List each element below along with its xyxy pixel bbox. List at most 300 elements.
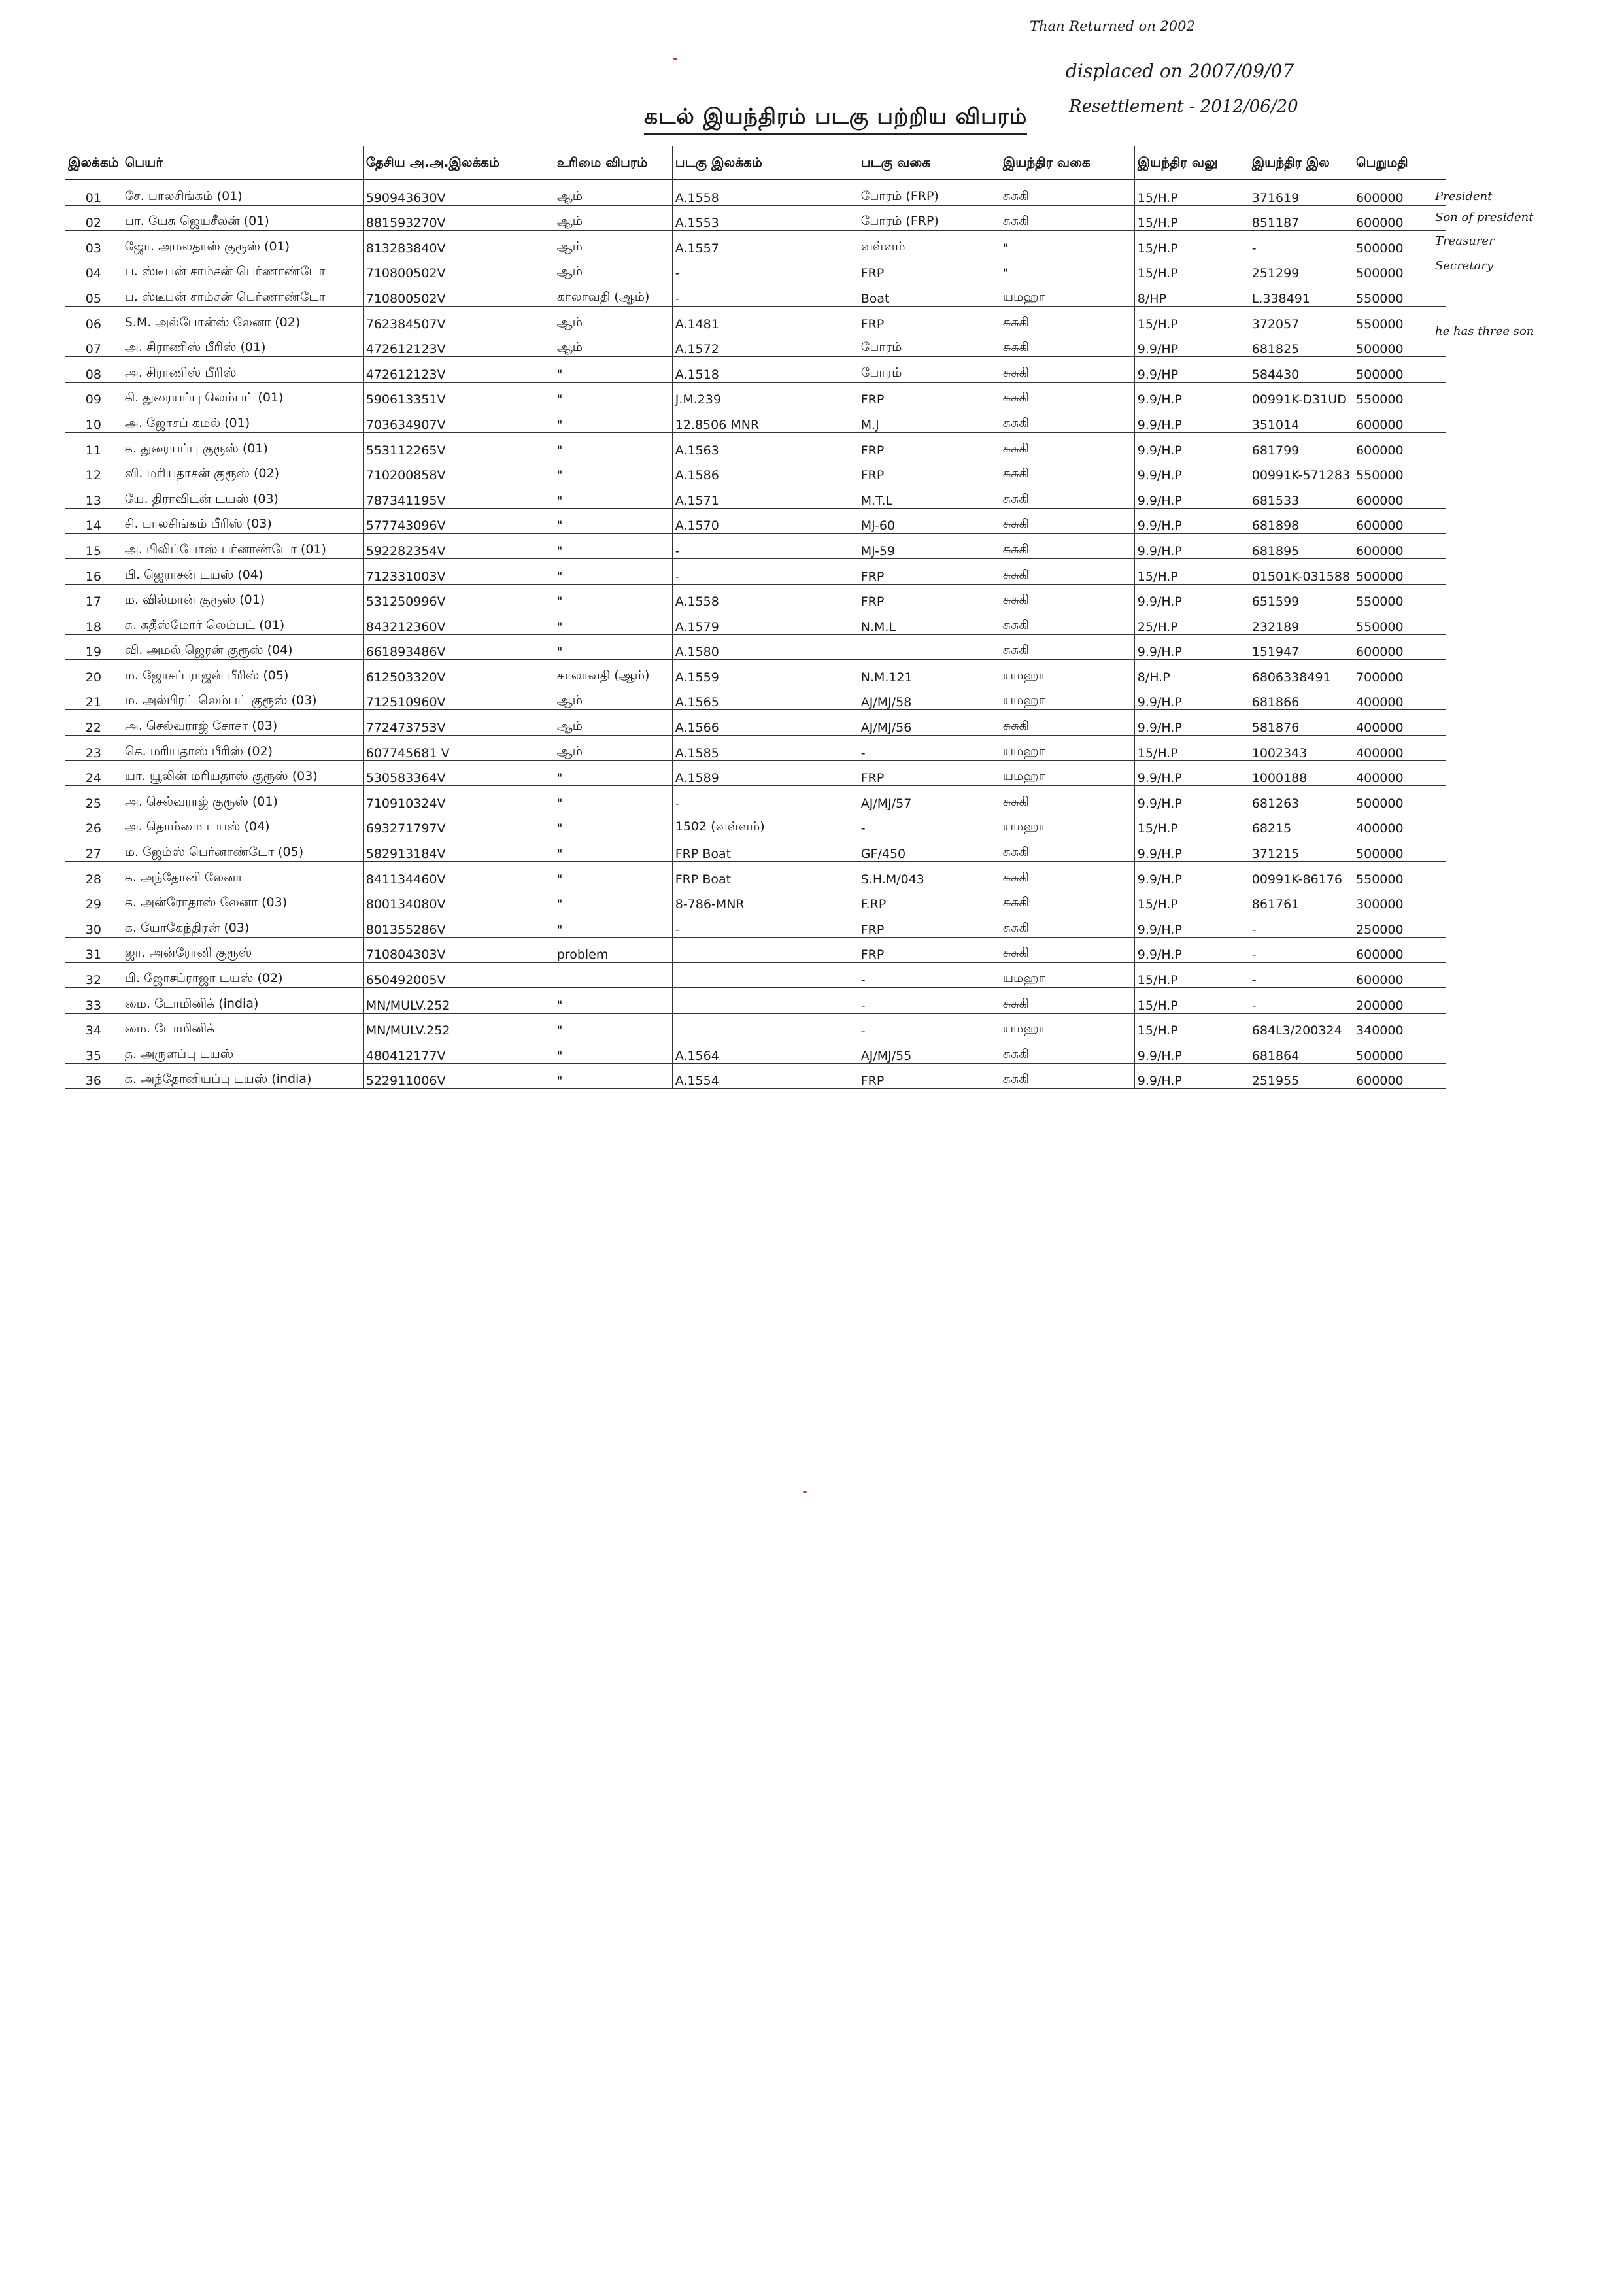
table-row [65,937,1446,963]
table-row [65,332,1446,357]
table-row [65,685,1446,710]
cell-boat-type: - [858,1013,1000,1038]
cell-ownership: " [554,887,672,912]
cell-name: பி. ஜெராசன் டயஸ் (04) [122,558,363,584]
table-row [65,660,1446,685]
cell-value: 600000 [1353,634,1446,660]
cell-nic: 881593270V [363,205,554,231]
cell-engine-power: 9.9/HP [1134,332,1249,357]
cell-serial: 21 [65,685,122,710]
header-serial: இலக்கம் [65,146,122,180]
table-header [65,146,1446,180]
cell-boat-no: A.1572 [672,332,858,357]
cell-boat-no: A.1571 [672,483,858,509]
cell-value: 600000 [1353,534,1446,559]
cell-engine-power: 9.9/H.P [1134,508,1249,534]
cell-engine-no: 351014 [1249,407,1353,433]
cell-serial: 23 [65,736,122,761]
cell-engine-power: 9.9/H.P [1134,634,1249,660]
table-row [65,306,1446,332]
cell-ownership: ஆம் [554,306,672,332]
cell-engine-power: 9.9/H.P [1134,584,1249,609]
cell-boat-type: AJ/MJ/55 [858,1038,1000,1064]
cell-nic: 710804303V [363,937,554,963]
cell-serial: 15 [65,534,122,559]
page-title: கடல் இயந்திரம் படகு பற்றிய விபரம் [644,103,1027,135]
cell-engine-power: 9.9/H.P [1134,912,1249,938]
cell-engine-power: 9.9/HP [1134,357,1249,383]
cell-nic: 607745681 V [363,736,554,761]
table-row [65,736,1446,761]
cell-nic: 693271797V [363,811,554,836]
table-row [65,988,1446,1014]
cell-ownership: " [554,609,672,635]
cell-nic: 710910324V [363,786,554,811]
cell-boat-no: A.1554 [672,1063,858,1089]
cell-value: 500000 [1353,357,1446,383]
cell-engine-power: 15/H.P [1134,1013,1249,1038]
cell-ownership: " [554,634,672,660]
cell-engine-no: 01501K-031588 [1249,558,1353,584]
table-row [65,786,1446,811]
cell-value: 400000 [1353,736,1446,761]
cell-engine-no: 371619 [1249,180,1353,205]
cell-boat-type: AJ/MJ/56 [858,710,1000,736]
cell-name: த. அருளப்பு டயஸ் [122,1038,363,1064]
cell-boat-no: - [672,558,858,584]
table-row [65,407,1446,433]
cell-name: க. துரையப்பு குரூஸ் (01) [122,432,363,458]
cell-serial: 35 [65,1038,122,1064]
cell-value: 600000 [1353,432,1446,458]
cell-engine-no: L.338491 [1249,281,1353,307]
cell-boat-no: A.1586 [672,458,858,483]
header-nic: தேசிய அ.அ.இலக்கம் [363,146,554,180]
cell-engine-no: 681866 [1249,685,1353,710]
cell-engine-no: 1002343 [1249,736,1353,761]
cell-ownership: ஆம் [554,205,672,231]
cell-serial: 26 [65,811,122,836]
cell-serial: 04 [65,256,122,281]
cell-boat-no: A.1558 [672,584,858,609]
cell-ownership [554,963,672,988]
cell-engine-no: 681898 [1249,508,1353,534]
table-row [65,760,1446,786]
cell-serial: 07 [65,332,122,357]
cell-boat-no: FRP Boat [672,836,858,862]
cell-boat-no: A.1557 [672,231,858,256]
cell-nic: 650492005V [363,963,554,988]
cell-engine-no: - [1249,963,1353,988]
table-row [65,862,1446,887]
cell-ownership: ஆம் [554,710,672,736]
cell-ownership: " [554,836,672,862]
cell-ownership: ஆம் [554,685,672,710]
cell-ownership: " [554,1038,672,1064]
cell-name: ம. வில்மான் குரூஸ் (01) [122,584,363,609]
cell-value: 400000 [1353,685,1446,710]
cell-ownership: " [554,988,672,1014]
remark-secretary: Secretary [1435,259,1494,273]
cell-name: சு. சுதீஸ்மோர் லெம்பட் (01) [122,609,363,635]
cell-serial: 28 [65,862,122,887]
cell-value: 550000 [1353,609,1446,635]
cell-nic: 530583364V [363,760,554,786]
cell-engine-type: யமஹா [1000,811,1134,836]
cell-value: 550000 [1353,584,1446,609]
cell-engine-type: யமஹா [1000,963,1134,988]
cell-name: யா. யூலின் மரியதாஸ் குரூஸ் (03) [122,760,363,786]
note-resettlement: Resettlement - 2012/06/20 [1069,97,1298,116]
cell-name: க. அந்தோனி லேனா [122,862,363,887]
cell-engine-type: யமஹா [1000,736,1134,761]
table-row [65,256,1446,281]
cell-engine-no: 6806338491 [1249,660,1353,685]
cell-boat-type: FRP [858,937,1000,963]
cell-nic: 480412177V [363,1038,554,1064]
cell-engine-no: 68215 [1249,811,1353,836]
cell-nic: 661893486V [363,634,554,660]
cell-ownership: ஆம் [554,736,672,761]
cell-engine-no: 00991K-571283 [1249,458,1353,483]
cell-nic: 531250996V [363,584,554,609]
cell-boat-type: FRP [858,458,1000,483]
cell-boat-no: J.M.239 [672,382,858,407]
cell-boat-no [672,1013,858,1038]
cell-name: அ. தொம்மை டயஸ் (04) [122,811,363,836]
cell-ownership: காலாவதி (ஆம்) [554,281,672,307]
cell-boat-no: A.1563 [672,432,858,458]
cell-boat-no [672,963,858,988]
cell-ownership: ஆம் [554,332,672,357]
cell-boat-no: 12.8506 MNR [672,407,858,433]
cell-serial: 34 [65,1013,122,1038]
cell-boat-type: FRP [858,432,1000,458]
cell-nic: 522911006V [363,1063,554,1089]
cell-engine-type: யமஹா [1000,685,1134,710]
cell-engine-power: 15/H.P [1134,963,1249,988]
cell-boat-no: A.1518 [672,357,858,383]
header-engine-power: இயந்திர வலு [1134,146,1249,180]
cell-ownership: ஆம் [554,180,672,205]
cell-name: கெ. மரியதாஸ் பீரிஸ் (02) [122,736,363,761]
cell-serial: 30 [65,912,122,938]
header-engine-type: இயந்திர வகை [1000,146,1134,180]
cell-engine-no: 681895 [1249,534,1353,559]
cell-value: 250000 [1353,912,1446,938]
cell-boat-type: போரம் [858,332,1000,357]
cell-boat-type: GF/450 [858,836,1000,862]
cell-engine-power: 15/H.P [1134,736,1249,761]
cell-boat-no: FRP Boat [672,862,858,887]
cell-serial: 33 [65,988,122,1014]
cell-name: பி. ஜோசப்ராஜா டயஸ் (02) [122,963,363,988]
cell-serial: 32 [65,963,122,988]
table-body [65,180,1446,1089]
cell-nic: MN/MULV.252 [363,988,554,1014]
cell-name: ம. ஜோசப் ராஜன் பீரிஸ் (05) [122,660,363,685]
cell-name: அ. பிலிப்போஸ் பர்னாண்டோ (01) [122,534,363,559]
header-boat-type: படகு வகை [858,146,1000,180]
cell-boat-no: A.1558 [672,180,858,205]
cell-engine-power: 9.9/H.P [1134,862,1249,887]
cell-engine-power: 15/H.P [1134,306,1249,332]
cell-boat-no: A.1585 [672,736,858,761]
cell-nic: 712510960V [363,685,554,710]
cell-boat-type: போரம் [858,357,1000,383]
cell-boat-no [672,988,858,1014]
cell-boat-type: MJ-59 [858,534,1000,559]
cell-name: மை. டோமினிக் (india) [122,988,363,1014]
cell-serial: 01 [65,180,122,205]
table-row [65,912,1446,938]
cell-serial: 27 [65,836,122,862]
header-boat-no: படகு இலக்கம் [672,146,858,180]
ink-speck [803,1491,807,1493]
cell-engine-type: சுசுகி [1000,558,1134,584]
cell-ownership: " [554,811,672,836]
cell-name: சே. பாலசிங்கம் (01) [122,180,363,205]
cell-name: ப. ஸ்டீபன் சாம்சன் பெர்ணாண்டோ [122,281,363,307]
cell-engine-type: சுசுகி [1000,332,1134,357]
cell-name: க. அன்ரோதாஸ் லேனா (03) [122,887,363,912]
cell-nic: 787341195V [363,483,554,509]
cell-boat-no: 8-786-MNR [672,887,858,912]
cell-boat-no: A.1481 [672,306,858,332]
cell-name: வி. மரியதாசன் குரூஸ் (02) [122,458,363,483]
cell-engine-type: சுசுகி [1000,432,1134,458]
cell-engine-type: சுசுகி [1000,609,1134,635]
cell-engine-no: - [1249,912,1353,938]
cell-value: 500000 [1353,558,1446,584]
cell-boat-type: N.M.L [858,609,1000,635]
cell-boat-type: FRP [858,256,1000,281]
cell-engine-power: 15/H.P [1134,256,1249,281]
cell-boat-no: A.1579 [672,609,858,635]
cell-engine-power: 15/H.P [1134,205,1249,231]
table-row [65,180,1446,205]
cell-engine-no: 371215 [1249,836,1353,862]
cell-nic: 710800502V [363,256,554,281]
cell-serial: 17 [65,584,122,609]
cell-engine-type: சுசுகி [1000,634,1134,660]
table-row [65,836,1446,862]
cell-engine-power: 25/H.P [1134,609,1249,635]
cell-nic: 472612123V [363,332,554,357]
cell-serial: 14 [65,508,122,534]
cell-engine-no: - [1249,231,1353,256]
cell-engine-no: 851187 [1249,205,1353,231]
cell-ownership: " [554,407,672,433]
cell-engine-type: சுசுகி [1000,357,1134,383]
cell-engine-power: 8/H.P [1134,660,1249,685]
table-row [65,710,1446,736]
cell-engine-type: சுசுகி [1000,458,1134,483]
cell-serial: 16 [65,558,122,584]
cell-value: 550000 [1353,281,1446,307]
cell-engine-power: 9.9/H.P [1134,407,1249,433]
cell-boat-type: S.H.M/043 [858,862,1000,887]
note-than-returned: Than Returned on 2002 [1030,18,1195,34]
cell-engine-power: 9.9/H.P [1134,760,1249,786]
cell-engine-type: சுசுகி [1000,534,1134,559]
cell-boat-no: A.1564 [672,1038,858,1064]
cell-serial: 10 [65,407,122,433]
cell-engine-type: சுசுகி [1000,407,1134,433]
cell-value: 400000 [1353,760,1446,786]
cell-nic: 710800502V [363,281,554,307]
cell-serial: 11 [65,432,122,458]
cell-engine-no: 251299 [1249,256,1353,281]
cell-value: 200000 [1353,988,1446,1014]
cell-engine-no: - [1249,937,1353,963]
cell-ownership: problem [554,937,672,963]
cell-nic: 762384507V [363,306,554,332]
cell-nic: 710200858V [363,458,554,483]
cell-boat-type: FRP [858,584,1000,609]
cell-engine-type: சுசுகி [1000,483,1134,509]
table-row [65,1063,1446,1089]
cell-nic: 843212360V [363,609,554,635]
cell-nic: 612503320V [363,660,554,685]
cell-ownership: காலாவதி (ஆம்) [554,660,672,685]
cell-engine-type: சுசுகி [1000,912,1134,938]
cell-boat-no: - [672,786,858,811]
table-row [65,887,1446,912]
cell-boat-type: MJ-60 [858,508,1000,534]
header-name: பெயர் [122,146,363,180]
cell-engine-no: 00991K-86176 [1249,862,1353,887]
ink-speck [673,58,677,60]
cell-value: 550000 [1353,382,1446,407]
cell-ownership: " [554,508,672,534]
cell-engine-type: " [1000,256,1134,281]
cell-value: 550000 [1353,862,1446,887]
table-row [65,483,1446,509]
cell-nic: 841134460V [363,862,554,887]
cell-ownership: " [554,760,672,786]
cell-boat-type: போரம் (FRP) [858,205,1000,231]
cell-engine-no: - [1249,988,1353,1014]
cell-value: 600000 [1353,937,1446,963]
cell-engine-no: 232189 [1249,609,1353,635]
cell-engine-type: சுசுகி [1000,180,1134,205]
cell-engine-type: யமஹா [1000,760,1134,786]
table-row [65,811,1446,836]
cell-engine-type: சுசுகி [1000,887,1134,912]
cell-serial: 25 [65,786,122,811]
cell-nic: 801355286V [363,912,554,938]
cell-engine-power: 9.9/H.P [1134,836,1249,862]
cell-value: 600000 [1353,963,1446,988]
cell-value: 600000 [1353,407,1446,433]
cell-serial: 22 [65,710,122,736]
cell-ownership: " [554,432,672,458]
cell-serial: 09 [65,382,122,407]
cell-boat-type: FRP [858,306,1000,332]
cell-name: ப. ஸ்டீபன் சாம்சன் பெர்ணாண்டோ [122,256,363,281]
cell-boat-no [672,937,858,963]
cell-engine-type: சுசுகி [1000,988,1134,1014]
cell-serial: 24 [65,760,122,786]
cell-ownership: " [554,483,672,509]
cell-boat-type: FRP [858,558,1000,584]
cell-engine-power: 9.9/H.P [1134,786,1249,811]
cell-value: 400000 [1353,811,1446,836]
cell-value: 500000 [1353,231,1446,256]
cell-value: 500000 [1353,786,1446,811]
cell-name: யே. திராவிடன் டயஸ் (03) [122,483,363,509]
cell-engine-power: 9.9/H.P [1134,458,1249,483]
cell-engine-type: சுசுகி [1000,937,1134,963]
cell-boat-type: FRP [858,1063,1000,1089]
cell-engine-power: 9.9/H.P [1134,937,1249,963]
table-row [65,357,1446,383]
cell-serial: 19 [65,634,122,660]
cell-value: 600000 [1353,1063,1446,1089]
table-row [65,231,1446,256]
cell-engine-power: 15/H.P [1134,988,1249,1014]
cell-boat-type: FRP [858,912,1000,938]
cell-boat-no: - [672,256,858,281]
cell-engine-power: 15/H.P [1134,558,1249,584]
cell-nic: 590613351V [363,382,554,407]
cell-boat-type: - [858,963,1000,988]
cell-name: அ. சிராணிஸ் பீரிஸ் (01) [122,332,363,357]
cell-engine-no: 581876 [1249,710,1353,736]
cell-value: 340000 [1353,1013,1446,1038]
cell-value: 500000 [1353,332,1446,357]
cell-nic: 703634907V [363,407,554,433]
cell-serial: 02 [65,205,122,231]
cell-value: 550000 [1353,458,1446,483]
cell-serial: 03 [65,231,122,256]
cell-value: 500000 [1353,836,1446,862]
cell-ownership: " [554,862,672,887]
cell-engine-type: சுசுகி [1000,786,1134,811]
table-row [65,584,1446,609]
table-row [65,534,1446,559]
cell-boat-type: - [858,811,1000,836]
cell-boat-no: - [672,912,858,938]
cell-ownership: " [554,912,672,938]
table-row [65,205,1446,231]
cell-nic: 577743096V [363,508,554,534]
cell-engine-type: சுசுகி [1000,584,1134,609]
cell-name: பா. யேசு ஜெயசீலன் (01) [122,205,363,231]
cell-serial: 06 [65,306,122,332]
cell-name: ஜோ. அமலதாஸ் குரூஸ் (01) [122,231,363,256]
cell-engine-no: 681533 [1249,483,1353,509]
cell-boat-type: M.J [858,407,1000,433]
cell-engine-power: 9.9/H.P [1134,1038,1249,1064]
cell-value: 600000 [1353,508,1446,534]
remark-son-of-president: Son of president [1435,211,1534,224]
cell-engine-type: சுசுகி [1000,205,1134,231]
cell-engine-type: " [1000,231,1134,256]
cell-engine-type: சுசுகி [1000,862,1134,887]
cell-value: 550000 [1353,306,1446,332]
cell-value: 600000 [1353,205,1446,231]
cell-boat-type: FRP [858,760,1000,786]
table-row [65,281,1446,307]
cell-serial: 31 [65,937,122,963]
cell-value: 300000 [1353,887,1446,912]
table-row [65,508,1446,534]
cell-engine-power: 9.9/H.P [1134,432,1249,458]
cell-engine-no: 584430 [1249,357,1353,383]
cell-value: 400000 [1353,710,1446,736]
